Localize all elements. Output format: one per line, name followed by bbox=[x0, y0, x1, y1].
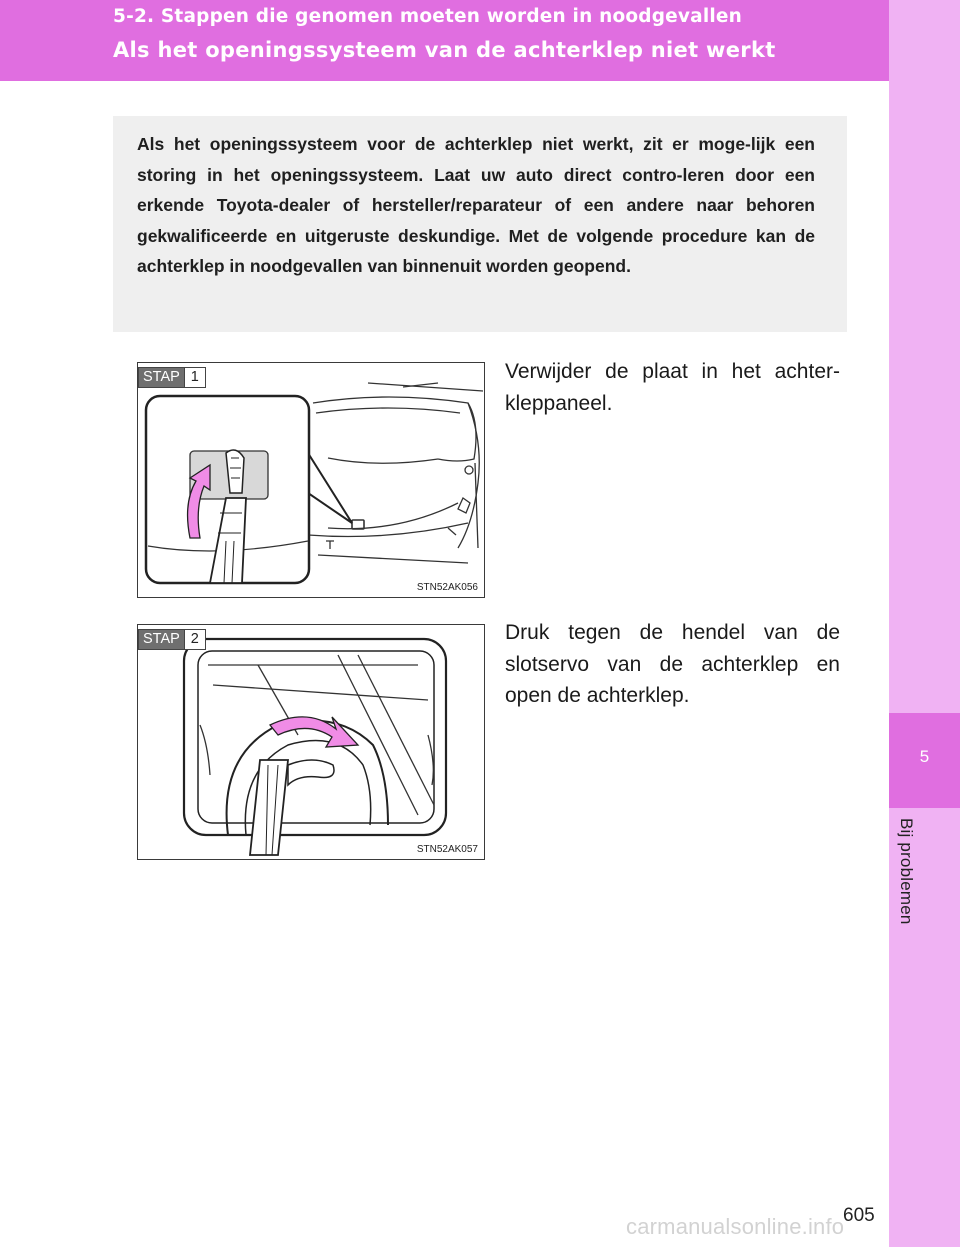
step-2-text: Druk tegen de hendel van de slotservo van de achterklep en open de achterklep. bbox=[505, 621, 840, 707]
page-title: Als het openingssysteem van de achterklep niet werkt bbox=[113, 38, 776, 62]
step-1-figure bbox=[137, 362, 485, 598]
step-1-text: Verwijder de plaat in het achter-kleppaneel. bbox=[505, 360, 840, 415]
intro-text: Als het openingssysteem voor de achterklep niet werkt, zit er moge-lijk een storing in het openingssysteem. Laat uw auto direct contro-leren door een erkende Toyota-dealer of hersteller/reparateur of een andere naar behoren gekwalificeerde en uitgeruste deskundige. Met de volgende procedure kan de achterklep in noodgevallen van binnenuit worden geopend. bbox=[137, 134, 815, 277]
figure-code: STN52AK057 bbox=[416, 844, 478, 855]
chapter-number: 5 bbox=[919, 747, 930, 766]
step-label: STAP bbox=[138, 629, 185, 650]
figure-code: STN52AK056 bbox=[416, 582, 478, 593]
step-2-figure bbox=[137, 624, 485, 860]
page-number: 605 bbox=[843, 1205, 875, 1226]
tailgate-panel-illustration bbox=[138, 363, 485, 598]
section-heading: 5-2. Stappen die genomen moeten worden in noodgevallen bbox=[113, 6, 743, 27]
step-number: 2 bbox=[185, 629, 206, 650]
chapter-sidebar bbox=[889, 0, 960, 1247]
step-label: STAP bbox=[138, 367, 185, 388]
chapter-label: Bij problemen bbox=[897, 818, 916, 925]
step-2-badge bbox=[138, 629, 206, 650]
page-header bbox=[0, 0, 889, 81]
step-number: 1 bbox=[185, 367, 206, 388]
lock-lever-illustration bbox=[138, 625, 485, 860]
intro-box bbox=[113, 116, 847, 332]
watermark: carmanualsonline.info bbox=[626, 1214, 845, 1239]
step-1-badge bbox=[138, 367, 206, 388]
